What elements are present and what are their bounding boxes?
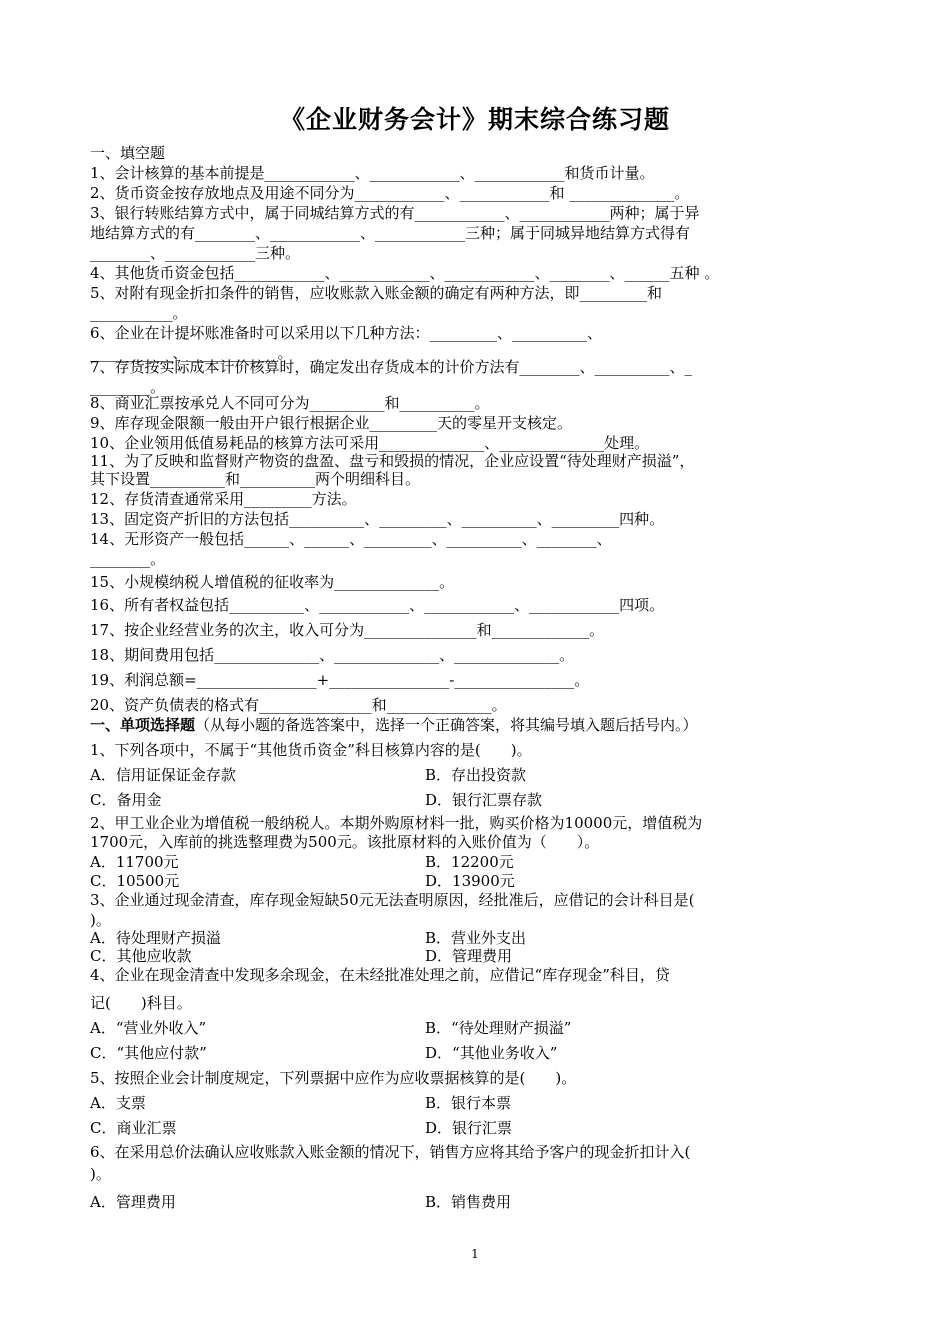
option-left: A．信用证保证金存款 [90, 766, 236, 784]
fill-in-line: 地结算方式的有________、____________、____________三种；属于同城异地结算方式得有 [90, 224, 691, 242]
fill-in-line: 7、存货按实际成本计价核算时，确定发出存货成本的计价方法有________、__________、_ [90, 358, 693, 376]
question-stem: 记( )科目。 [90, 994, 192, 1012]
fill-in-line: ___________、____________。 [90, 344, 293, 362]
fill-in-line: 19、利润总额=________________+________________-________________。 [90, 671, 590, 689]
fill-in-line: 15、小规模纳税人增值税的征收率为______________。 [90, 573, 455, 591]
question-stem: 6、在采用总价法确认应收账款入账金额的情况下，销售方应将其给予客户的现金折扣计入( [90, 1143, 691, 1161]
option-left: A．“营业外收入” [90, 1019, 207, 1037]
question-stem: )。 [90, 911, 111, 929]
fill-in-line: 17、按企业经营业务的次主，收入可分为_______________和_____________。 [90, 621, 605, 639]
question-stem: )。 [90, 1165, 111, 1183]
fill-in-line: ________、____________三种。 [90, 244, 301, 262]
option-right: B．“待处理财产损溢” [425, 1019, 572, 1037]
option-left: A．待处理财产损溢 [90, 929, 221, 947]
choice-heading-label: 一、单项选择题 [90, 716, 196, 734]
fill-in-line: 16、所有者权益包括__________、____________、____________、____________四项。 [90, 596, 665, 614]
fill-in-line: ________。 [90, 550, 166, 568]
option-left: C．备用金 [90, 791, 162, 809]
option-left: C．其他应收款 [90, 947, 192, 965]
fill-in-line: 6、企业在计提坏账准备时可以采用以下几种方法：_________、__________、 [90, 324, 603, 342]
question-stem: 1700元，入库前的挑选整理费为500元。该批原材料的入账价值为（ ）。 [90, 833, 600, 851]
option-left: A．支票 [90, 1094, 146, 1112]
fill-in-line: 11、为了反映和监督财产物资的盘盈、盘亏和毁损的情况，企业应设置“待处理财产损溢”， [90, 452, 695, 470]
page-number: 1 [471, 1247, 479, 1261]
fill-in-line: 5、对附有现金折扣条件的销售，应收账款入账金额的确定有两种方法，即_________和 [90, 284, 663, 302]
fill-in-line: 3、银行转账结算方式中，属于同城结算方式的有____________、____________两种；属于异 [90, 204, 700, 222]
option-right: B．银行本票 [425, 1094, 512, 1112]
option-right: B．营业外支出 [425, 929, 527, 947]
section-heading-fill-in: 一、填空题 [90, 144, 166, 162]
option-right: B．存出投资款 [425, 766, 527, 784]
option-right: D．银行汇票存款 [425, 791, 543, 809]
option-right: D．“其他业务收入” [425, 1044, 558, 1062]
option-right: B．12200元 [425, 853, 514, 871]
question-stem: 2、甲工业企业为增值税一般纳税人。本期外购原材料一批，购买价格为10000元，增值税为 [90, 814, 703, 832]
fill-in-line: 18、期间费用包括______________、______________、______________。 [90, 646, 575, 664]
option-left: A．管理费用 [90, 1193, 176, 1211]
question-stem: 1、下列各项中，不属于“其他货币资金”科目核算内容的是( )。 [90, 741, 532, 759]
option-left: C．“其他应付款” [90, 1044, 207, 1062]
question-stem: 5、按照企业会计制度规定，下列票据中应作为应收票据核算的是( )。 [90, 1069, 577, 1087]
fill-in-line: 其下设置__________和__________两个明细科目。 [90, 470, 421, 488]
question-stem: 3、企业通过现金清查，库存现金短缺50元无法查明原因，经批准后，应借记的会计科目是( [90, 891, 695, 909]
fill-in-line: 9、库存现金限额一般由开户银行根据企业_________天的零星开支核定。 [90, 414, 573, 432]
option-right: D．管理费用 [425, 947, 513, 965]
fill-in-line: ________。 [90, 378, 166, 396]
fill-in-line: 8、商业汇票按承兑人不同可分为__________和__________。 [90, 394, 490, 412]
document-title: 《企业财务会计》期末综合练习题 [279, 105, 670, 134]
question-stem: 4、企业在现金清查中发现多余现金，在未经批准处理之前，应借记“库存现金”科目，贷 [90, 966, 670, 984]
fill-in-line: 20、资产负债表的格式有_______________和______________。 [90, 696, 507, 714]
option-right: D．银行汇票 [425, 1119, 513, 1137]
fill-in-line: 10、企业领用低值易耗品的核算方法可采用______________、______________处理。 [90, 434, 650, 452]
option-right: B．销售费用 [425, 1193, 512, 1211]
fill-in-line: 4、其他货币资金包括____________、____________、____________、________、______五种 。 [90, 264, 720, 282]
fill-in-line: 12、存货清查通常采用_________方法。 [90, 490, 357, 508]
fill-in-line: 13、固定资产折旧的方法包括__________、_________、__________、_________四种。 [90, 510, 665, 528]
option-left: C．10500元 [90, 872, 180, 890]
choice-instruction: （从每小题的备选答案中，选择一个正确答案，将其编号填入题后括号内。） [195, 716, 698, 734]
option-left: A．11700元 [90, 853, 179, 871]
fill-in-line: 1、会计核算的基本前提是____________、____________、____________和货币计量。 [90, 164, 655, 182]
section-heading-choice [90, 715, 890, 735]
option-right: D．13900元 [425, 872, 515, 890]
fill-in-line: ___________。 [90, 304, 188, 322]
fill-in-line: 14、无形资产一般包括______、______、_________、__________、________、 [90, 530, 612, 548]
fill-in-line: 2、货币资金按存放地点及用途不同分为____________、____________和 ______________。 [90, 184, 690, 202]
option-left: C．商业汇票 [90, 1119, 177, 1137]
